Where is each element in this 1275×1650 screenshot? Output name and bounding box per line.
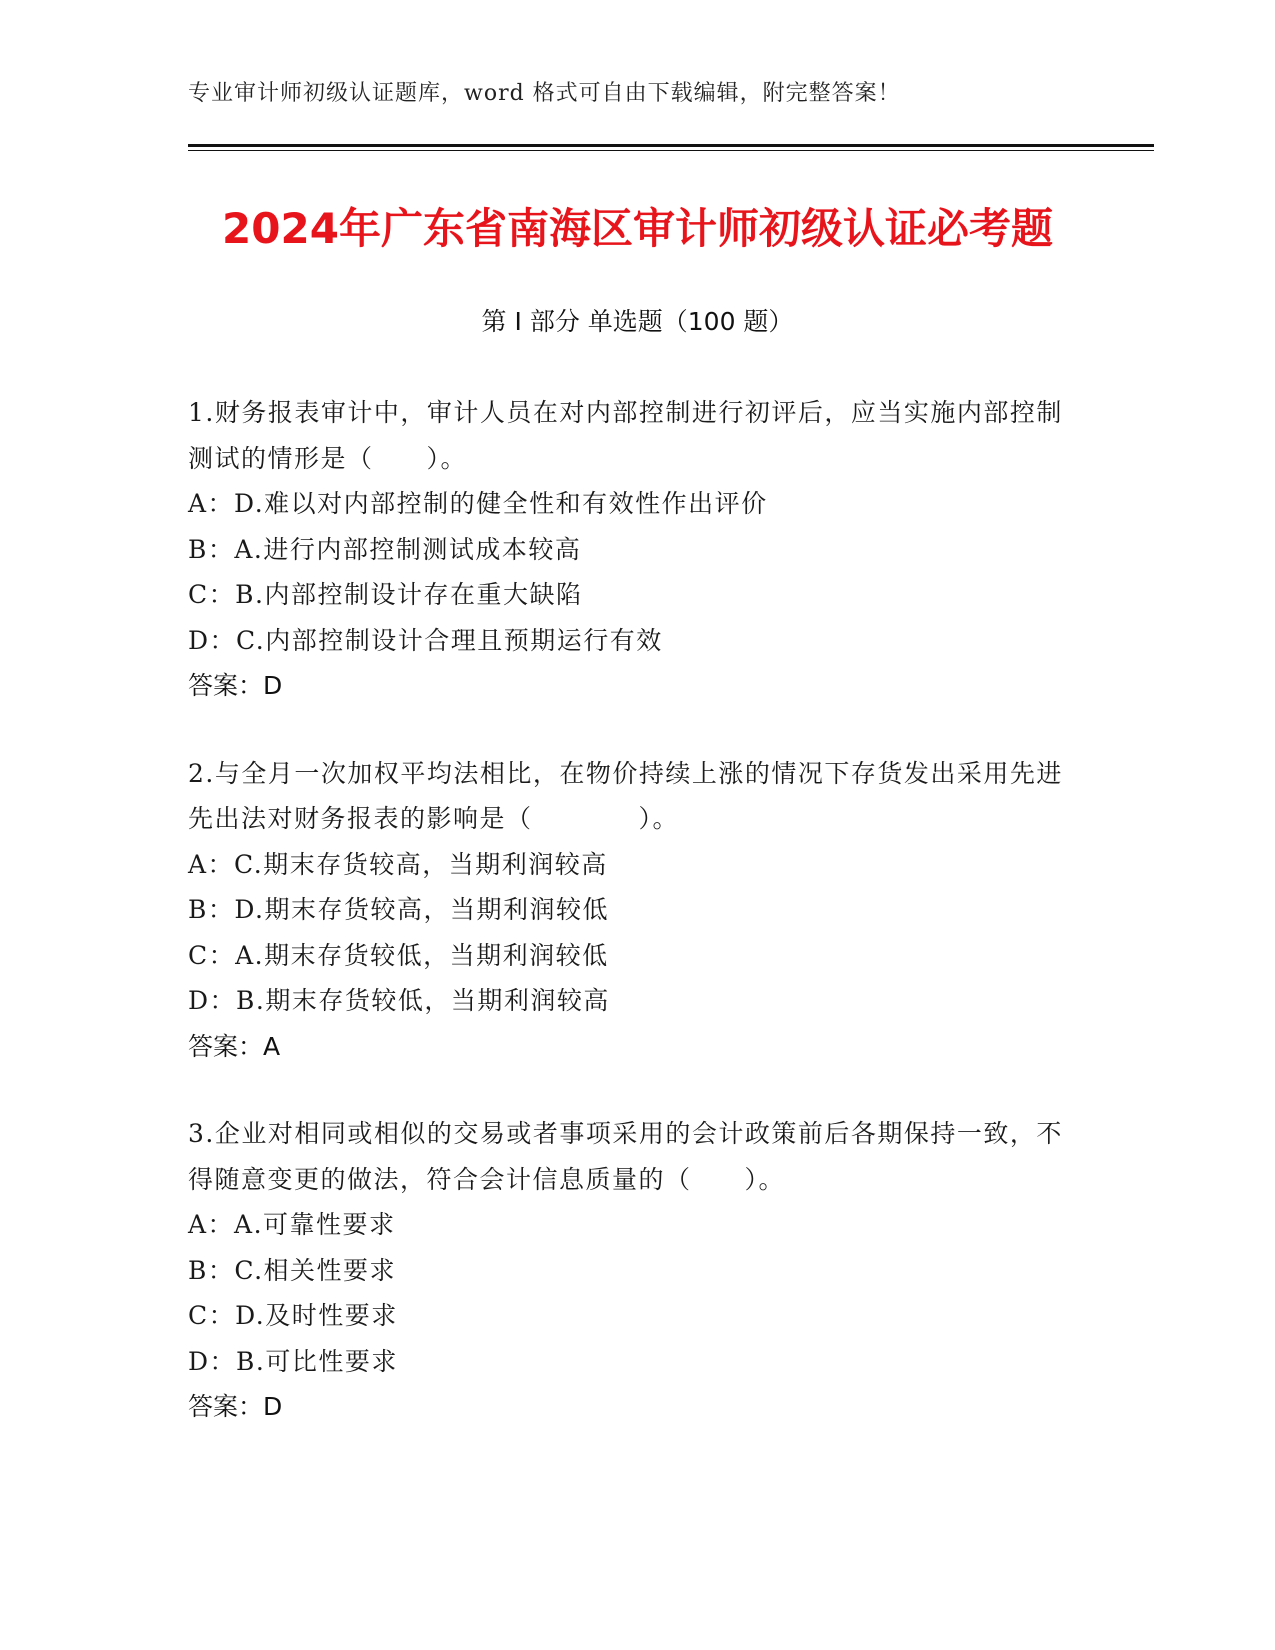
header-rule-thin bbox=[188, 150, 1154, 151]
question-list bbox=[188, 390, 1078, 1472]
answer-line: 答案：A bbox=[188, 1031, 281, 1061]
option-d: D：B.期末存货较低，当期利润较高 bbox=[188, 986, 610, 1015]
option-a: A：A.可靠性要求 bbox=[188, 1210, 396, 1239]
option-d: D：B.可比性要求 bbox=[188, 1346, 398, 1376]
question-2 bbox=[188, 751, 1078, 1070]
header-rule-thick bbox=[188, 144, 1154, 147]
option-d: D：C.内部控制设计合理且预期运行有效 bbox=[188, 625, 663, 655]
option-a: A：C.期末存货较高，当期利润较高 bbox=[188, 849, 608, 879]
option-b: B：A.进行内部控制测试成本较高 bbox=[188, 534, 582, 564]
option-c: C：D.及时性要求 bbox=[188, 1301, 398, 1330]
question-stem: 2.与全月一次加权平均法相比，在物价持续上涨的情况下存货发出采用先进先出法对财务报表的影响是（ ）。 bbox=[188, 758, 1063, 833]
section-title: 第 I 部分 单选题（100 题） bbox=[481, 307, 794, 336]
question-stem: 3.企业对相同或相似的交易或者事项采用的会计政策前后各期保持一致，不得随意变更的做法，符合会计信息质量的（ ）。 bbox=[188, 1119, 1063, 1194]
answer-line: 答案：D bbox=[188, 1392, 283, 1421]
option-b: B：D.期末存货较高，当期利润较低 bbox=[188, 895, 609, 924]
option-a: A：D.难以对内部控制的健全性和有效性作出评价 bbox=[188, 489, 768, 518]
document-title: 2024年广东省南海区审计师初级认证必考题 bbox=[222, 204, 1053, 253]
answer-line: 答案：D bbox=[188, 671, 283, 700]
header-note: 专业审计师初级认证题库，word 格式可自由下载编辑，附完整答案！ bbox=[188, 81, 901, 106]
question-3 bbox=[188, 1111, 1078, 1430]
option-b: B：C.相关性要求 bbox=[188, 1255, 397, 1285]
question-1 bbox=[188, 390, 1078, 709]
question-stem: 1.财务报表审计中，审计人员在对内部控制进行初评后，应当实施内部控制测试的情形是（ ）。 bbox=[188, 398, 1063, 473]
option-c: C：B.内部控制设计存在重大缺陷 bbox=[188, 580, 583, 609]
option-c: C：A.期末存货较低，当期利润较低 bbox=[188, 940, 609, 970]
